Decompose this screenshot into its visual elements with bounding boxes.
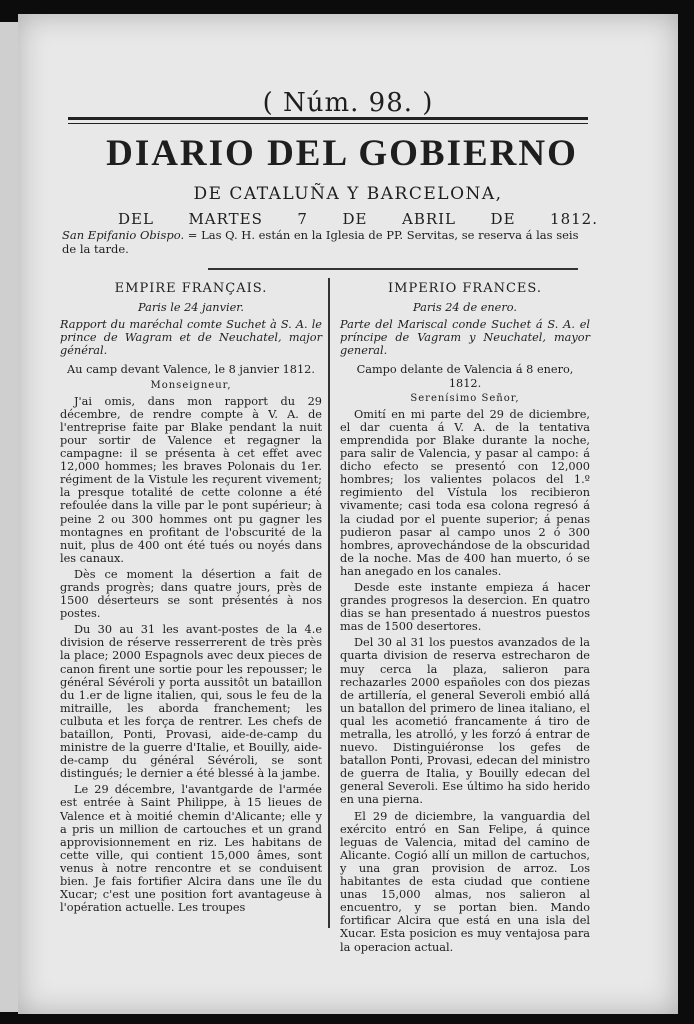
spanish-paragraph-1: Omití en mi parte del 29 de diciembre, el dar cuenta á V. A. de la tentativa emprendida por Blake durante la noche, para salir de Valencia, y pasar al campo: á dicho efecto se presentó con 12,000 hombres; los valientes polacos del 1.º regimiento del Vístula los recibieron vivamente; casi toda esa colona regresó á la ciudad por el puente superior; á penas pudieron pasar al campo unos 2 ó 300 hombres, aprovechándose de la obscuridad de la noche. Mas de 400 han muerto, ó se han anegado en los canales.: [340, 407, 590, 578]
issue-number: ( Núm. 98. ): [262, 88, 434, 118]
spanish-salutation: Serenísimo Señor,: [410, 392, 520, 404]
date-del: DEL: [118, 210, 154, 228]
spanish-report-title: Parte del Mariscal conde Suchet á S. A. el príncipe de Vagram y Neuchatel, mayor general.: [340, 318, 590, 358]
spanish-paragraph-2: Desde este instante empieza á hacer grandes progresos la desercion. En quatro dias se han presentado á nuestros puestos mas de 1500 desertores.: [340, 580, 590, 634]
date-day: 7: [297, 210, 308, 228]
dateline: [118, 210, 598, 228]
french-paragraph-1: J'ai omis, dans mon rapport du 29 décembre, de rendre compte à V. A. de l'entreprise faite par Blake pendant la nuit pour sortir de Valence et regagner la campagne: il se présenta à cet effet avec 12,000 hommes; les braves Polonais du 1er. régiment de la Vistule les reçurent vivement; la presque totalité de cette colonne a été refoulée dans la ville par le pont supérieur; à peine 2 ou 300 hommes ont pu gagner les montagnes en profitant de l'obscurité de la nuit, plus de 400 ont été tués ou noyés dans les canaux.: [60, 394, 322, 565]
french-paragraph-4: Le 29 décembre, l'avantgarde de l'armée est entrée à Saint Philippe, à 15 lieues de Valence et à moitié chemin d'Alicante; elle y a pris un million de cartouches et un grand approvisionnement en riz. Les habitans de cette ville, qui contient 15,000 âmes, sont venus à notre rencontre et se conduisent bien. Je fais fortifier Alcira dans une île du Xucar; c'est une position fort avantageuse à l'opération actuelle. Les troupes: [60, 783, 322, 915]
french-salutation: Monseigneur,: [150, 379, 232, 391]
date-de-2: DE: [490, 210, 516, 228]
spanish-column: [340, 282, 590, 957]
spanish-paragraph-3: Del 30 al 31 los puestos avanzados de la quarta division de reserva estrecharon de muy cerca la plaza, salieron para rechazarles 2000 españoles con dos piezas de artillería, el general Severoli embió allá un batallon del primero de linea italiano, el qual les acometió francamente á tiro de metralla, les atrolló, y les forzó á entrar de nuevo. Distinguiéronse los gefes de batallon Ponti, Provasi, edecan del ministro de guerra de Italia, y Bouilly edecan del general Severoli. Ese último ha sido herido en una pierna.: [340, 636, 590, 807]
date-de-1: DE: [342, 210, 368, 228]
spanish-camp: Campo delante de Valencia á 8 enero, 1812.: [356, 363, 574, 390]
spanish-heading: IMPERIO FRANCES.: [388, 281, 542, 296]
saint-of-day-notice: [62, 228, 592, 256]
saint-name: San Epifanio Obispo.: [62, 228, 185, 242]
french-place: Paris le 24 janvier.: [137, 301, 245, 315]
spanish-place: Paris 24 de enero.: [413, 301, 517, 315]
spanish-paragraph-4: El 29 de diciembre, la vanguardia del exército entró en San Felipe, á quince leguas de Valencia, mitad del camino de Alicante. Cogió allí un millon de cartuchos, y una gran provision de arroz. Los habitantes de esta ciudad que contiene unas 15,000 almas, nos salieron al encuentro, y se portan bien. Mando fortificar Alcira que está en una isla del Xucar. Esta posicion es muy ventajosa para la operacion actual.: [340, 809, 590, 954]
french-paragraph-3: Du 30 au 31 les avant-postes de la 4.e division de réserve resserrerent de très près la place; 2000 Espagnols avec deux pieces de canon firent une sortie pour les repousser; le général Sévéroli y porta aussitôt un bataillon du 1.er de ligne italien, qui, sous le feu de la mitraille, les aborda franchement; les culbuta et les força de rentrer. Les chefs de bataillon, Ponti, Provasi, aide-de-camp du ministre de la guerre d'Italie, et Bouilly, aide-de-camp du général Sévéroli, se sont distingués; le dernier a été blessé à la jambe.: [60, 623, 322, 781]
section-rule: [208, 268, 578, 270]
french-report-title: Rapport du maréchal comte Suchet à S. A. le prince de Wagram et de Neuchatel, major général.: [60, 318, 322, 358]
french-paragraph-2: Dès ce moment la désertion a fait de grands progrès; dans quatre jours, près de 1500 déserteurs se sont présentés à nos postes.: [60, 567, 322, 621]
french-column: [60, 282, 322, 917]
french-heading: EMPIRE FRANÇAIS.: [114, 281, 268, 296]
notice-text: = Las Q. H. están en la Iglesia de PP. Servitas, se reserva á las seis de la tarde.: [62, 228, 579, 256]
header-rule: [68, 117, 588, 120]
newspaper-subtitle: DE CATALUÑA Y BARCELONA,: [193, 184, 503, 204]
column-divider: [328, 278, 330, 928]
header-rule-thin: [68, 123, 588, 124]
date-weekday: MARTES: [188, 210, 263, 228]
french-camp: Au camp devant Valence, le 8 janvier 1812.: [67, 363, 315, 377]
newspaper-page: [18, 14, 678, 1014]
date-month: ABRIL: [401, 210, 457, 228]
newspaper-title: DIARIO DEL GOBIERNO: [106, 133, 578, 174]
date-year: 1812.: [550, 210, 598, 228]
